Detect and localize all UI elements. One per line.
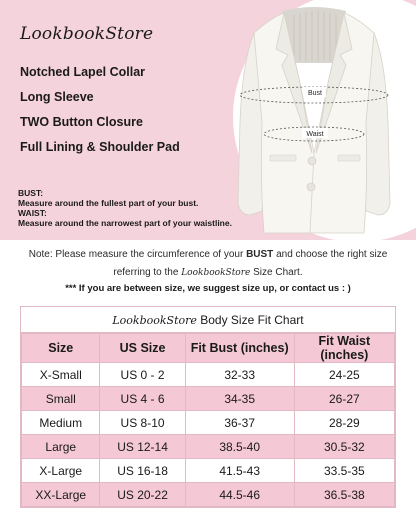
table-cell: 26-27 <box>294 387 394 411</box>
brand-logo: LookbookStore <box>20 24 154 44</box>
table-cell: US 20-22 <box>100 483 185 507</box>
feature-item: TWO Button Closure <box>20 115 143 129</box>
table-cell: US 8-10 <box>100 411 185 435</box>
table-cell: 44.5-46 <box>185 483 294 507</box>
note-brand: LookbookStore <box>181 268 251 278</box>
feature-item: Notched Lapel Collar <box>20 65 146 79</box>
table-cell: Large <box>22 435 100 459</box>
feature-item: Long Sleeve <box>20 90 94 104</box>
table-cell: US 16-18 <box>100 459 185 483</box>
measure-instructions <box>18 188 232 228</box>
note-line-2: referring to the LookbookStore Size Chart. <box>113 267 303 278</box>
bust-label: BUST: <box>18 188 44 198</box>
feature-list <box>20 64 180 164</box>
table-cell: 36.5-38 <box>294 483 394 507</box>
header-us-size: US Size <box>100 334 185 363</box>
table-row <box>22 459 395 483</box>
right-pocket <box>338 155 360 161</box>
button-icon <box>308 157 316 165</box>
table-cell: 30.5-32 <box>294 435 394 459</box>
waist-tag: Waist <box>306 131 324 138</box>
table-cell: US 4 - 6 <box>100 387 185 411</box>
table-cell: 33.5-35 <box>294 459 394 483</box>
table-cell: 32-33 <box>185 363 294 387</box>
table-cell: X-Large <box>22 459 100 483</box>
table-cell: 24-25 <box>294 363 394 387</box>
size-chart-title: LookbookStore Body Size Fit Chart <box>21 307 395 333</box>
table-cell: 38.5-40 <box>185 435 294 459</box>
feature-item: Full Lining & Shoulder Pad <box>20 140 180 154</box>
table-cell: XX-Large <box>22 483 100 507</box>
table-row <box>22 363 395 387</box>
size-note <box>0 246 416 282</box>
table-cell: 41.5-43 <box>185 459 294 483</box>
table-cell: Medium <box>22 411 100 435</box>
note-line-1: Note: Please measure the circumference of your BUST and choose the right size <box>28 249 388 260</box>
hero-section <box>0 0 416 240</box>
header-fit-bust: Fit Bust (inches) <box>185 334 294 363</box>
button-icon <box>307 183 315 191</box>
table-row <box>22 387 395 411</box>
waist-label: WAIST: <box>18 208 47 218</box>
table-cell: US 12-14 <box>100 435 185 459</box>
table-row <box>22 435 395 459</box>
table-cell: Small <box>22 387 100 411</box>
blazer-illustration <box>232 3 396 238</box>
size-chart <box>20 306 396 508</box>
left-pocket <box>270 155 296 161</box>
table-cell: 28-29 <box>294 411 394 435</box>
table-cell: X-Small <box>22 363 100 387</box>
waist-text: Measure around the narrowest part of your waistline. <box>18 218 232 228</box>
header-size: Size <box>22 334 100 363</box>
table-cell: 36-37 <box>185 411 294 435</box>
note-bust: BUST <box>246 249 274 260</box>
size-tip: *** If you are between size, we suggest size up, or contact us : ) <box>65 283 351 294</box>
header-fit-waist: Fit Waist (inches) <box>294 334 394 363</box>
table-cell: 34-35 <box>185 387 294 411</box>
bust-tag: Bust <box>307 90 323 97</box>
table-cell: US 0 - 2 <box>100 363 185 387</box>
bust-text: Measure around the fullest part of your bust. <box>18 198 199 208</box>
table-row <box>22 411 395 435</box>
size-table <box>21 333 395 507</box>
table-row <box>22 483 395 507</box>
